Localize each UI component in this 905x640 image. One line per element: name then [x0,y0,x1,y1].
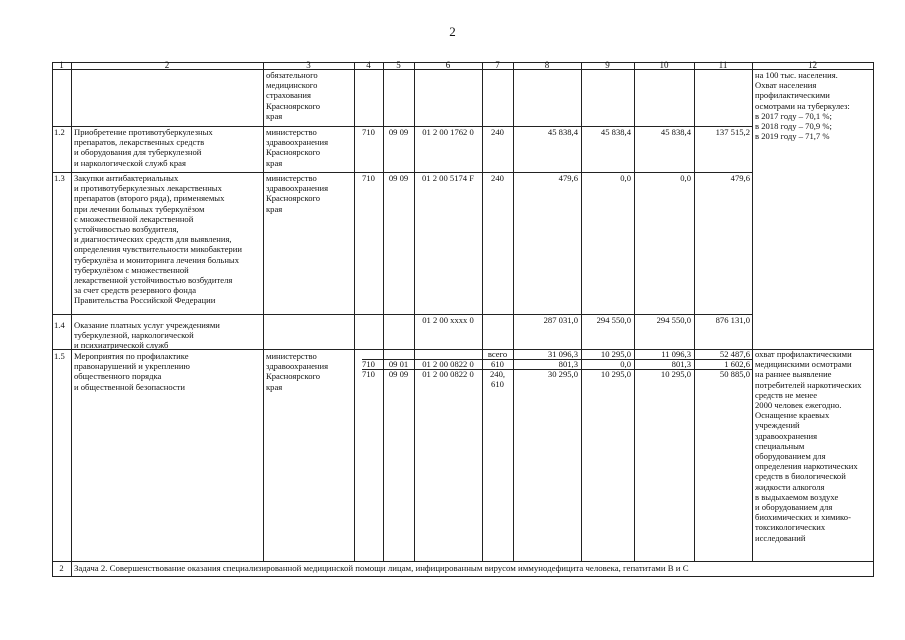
column-number: 12 [808,60,817,70]
csr-code: 01 2 00 0822 0 [422,359,474,369]
column-number: 1 [59,60,64,70]
column-number: 2 [164,60,170,70]
amount-2019: 11 096,3 [661,349,691,359]
vr-code: всего [487,349,508,359]
result-cell: охват профилактическими медицинскими осмотрами на раннее выявление потребителей наркотических средств не менее 2000 человек ежегодно. Оснащение краевых учреждений здравоохранения специальным оборудованием для определения наркотических средств в биологической жидкости алкоголя в выдыхаемом воздухе и оборудованием для биохимических и химико- токсикологических исследований [755,349,862,543]
column-number: 5 [396,60,401,70]
activity-name: Приобретение противотуберкулезных препаратов, лекарственных средств и оборудования для туберкулезной и наркологической служб края [74,127,213,168]
row-number: 1.2 [54,127,65,137]
amount-total: 50 885,0 [719,369,750,379]
column-number: 3 [306,60,311,70]
amount-2018: 10 295,0 [600,349,631,359]
csr-code: 01 2 00 5174 F [421,173,475,183]
vr-code: 240 [491,127,504,137]
column-number: 9 [605,60,610,70]
grbs-code: 710 [362,359,375,369]
amount-total: 479,6 [730,173,750,183]
amount-2017: 801,3 [558,359,578,369]
amount-2017: 30 295,0 [547,369,578,379]
amount-2017: 31 096,3 [547,349,578,359]
vr-code: 240 [491,173,504,183]
amount-2018: 10 295,0 [600,369,631,379]
amount-2017: 45 838,4 [547,127,578,137]
executor-cell: министерство здравоохранения Красноярского края [266,351,329,392]
executor-cell: министерство здравоохранения Красноярского края [266,173,329,214]
rzpr-code: 09 09 [388,173,409,183]
amount-total: 1 602,6 [724,359,750,369]
executor-cell: обязательного медицинского страхования Красноярского края [266,70,321,121]
rzpr-code: 09 01 [388,359,409,369]
row-number: 2 [59,563,64,573]
amount-2019: 294 550,0 [656,315,691,325]
amount-2019: 10 295,0 [660,369,691,379]
column-number: 10 [659,60,669,70]
activity-name: Закупки антибактериальных и противотуберкулезных лекарственных препаратов (второго ряда), применяемых при лечении больных туберкулёзом с множественной лекарственной устойчивостью возбудителя, и диагностических средств для выявления, определения чувствительности микобактерии туберкулёза и мониторинга лечения больных туберкулёзом с множественной лекарственной устойчивостью возбудителя за счет средств резервного фонда Правительства Российской Федерации [74,173,242,306]
result-cell: на 100 тыс. населения. Охват населения профилактическими осмотрами на туберкулез: в 2017 году – 70,1 %; в 2018 году – 70,9 %; в 2019 году – 71,7 % [755,70,850,142]
amount-2018: 0,0 [620,359,631,369]
amount-total: 137 515,2 [715,127,750,137]
task-heading: Задача 2. Совершенствование оказания специализированной медицинской помощи лицам, инфицированным вирусом иммунодефицита человека, гепатитами В и С [74,563,689,573]
executor-cell: министерство здравоохранения Красноярского края [266,127,329,168]
grbs-code: 710 [362,369,375,379]
amount-2018: 45 838,4 [600,127,631,137]
page-number: 2 [449,24,456,39]
csr-code: 01 2 00 1762 0 [422,127,474,137]
column-number: 8 [544,60,550,70]
grbs-code: 710 [362,173,375,183]
rzpr-code: 09 09 [388,369,409,379]
vr-code: 610 [491,359,504,369]
column-number: 4 [366,60,371,70]
amount-2019: 45 838,4 [660,127,691,137]
amount-2017: 287 031,0 [543,315,578,325]
amount-total: 52 487,6 [719,349,750,359]
grbs-code: 710 [362,127,375,137]
column-number: 7 [495,60,500,70]
csr-code: 01 2 00 0822 0 [422,369,474,379]
column-number: 11 [718,60,728,70]
activity-name: Мероприятия по профилактике правонарушений и укреплению общественного порядка и общественной безопасности [74,351,190,392]
amount-2019: 0,0 [680,173,691,183]
vr-code: 240, 610 [489,369,506,390]
csr-code: 01 2 00 хххх 0 [422,315,474,325]
row-number: 1.4 [54,320,65,330]
amount-2018: 294 550,0 [596,315,631,325]
row-number: 1.3 [54,173,65,183]
column-number: 6 [445,60,451,70]
amount-2019: 801,3 [671,359,691,369]
program-table [52,62,874,577]
amount-2018: 0,0 [620,173,631,183]
rzpr-code: 09 09 [388,127,409,137]
amount-total: 876 131,0 [715,315,750,325]
row-number: 1.5 [54,351,65,361]
activity-name: Оказание платных услуг учреждениями туберкулезной, наркологической и психиатрической служб [74,320,220,351]
amount-2017: 479,6 [558,173,578,183]
